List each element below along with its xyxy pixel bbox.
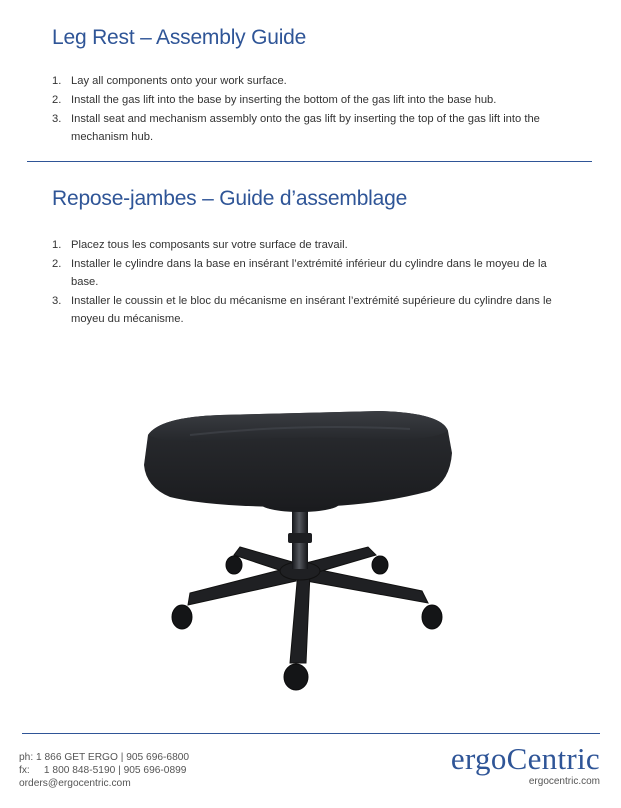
step-text: Installer le cylindre dans la base en insérant l’extrémité inférieur du cylindre dans le moyeu de la base.	[71, 258, 547, 288]
step-number: 1.	[52, 75, 62, 87]
english-steps-list	[52, 72, 572, 147]
step-text: Installer le coussin et le bloc du mécanisme en insérant l’extrémité supérieure du cylindre dans le moyeu du mécanisme.	[71, 295, 552, 325]
step-number: 1.	[52, 239, 62, 251]
brand-url: ergocentric.com	[528, 776, 600, 787]
list-item	[52, 110, 572, 146]
step-number: 3.	[52, 295, 62, 307]
brand-logo: ergoCentric	[450, 741, 600, 776]
brand-block	[450, 741, 600, 787]
section-divider	[27, 161, 592, 162]
fax-number: fx: 1 800 848-5190 | 905 696-0899	[19, 765, 187, 776]
list-item	[52, 236, 572, 254]
list-item	[52, 292, 572, 328]
phone-number: ph: 1 866 GET ERGO | 905 696-6800	[19, 752, 190, 763]
english-title: Leg Rest – Assembly Guide	[52, 26, 307, 49]
footer-contact-info	[19, 751, 189, 790]
step-text: Install the gas lift into the base by inserting the bottom of the gas lift into the base hub.	[71, 94, 497, 106]
list-item	[52, 91, 572, 109]
french-title: Repose-jambes – Guide d’assemblage	[52, 187, 408, 210]
leg-rest-stool-image	[130, 395, 470, 695]
list-item	[52, 72, 572, 90]
step-number: 2.	[52, 94, 62, 106]
step-text: Lay all components onto your work surface.	[71, 75, 287, 87]
list-item	[52, 255, 572, 291]
step-number: 3.	[52, 113, 62, 125]
step-text: Install seat and mechanism assembly onto the gas lift by inserting the top of the gas lift into the mechanism hub.	[71, 113, 540, 143]
french-steps-list	[52, 236, 572, 329]
email-address: orders@ergocentric.com	[19, 778, 131, 789]
step-text: Placez tous les composants sur votre surface de travail.	[71, 239, 348, 251]
step-number: 2.	[52, 258, 62, 270]
footer-divider	[22, 733, 600, 734]
